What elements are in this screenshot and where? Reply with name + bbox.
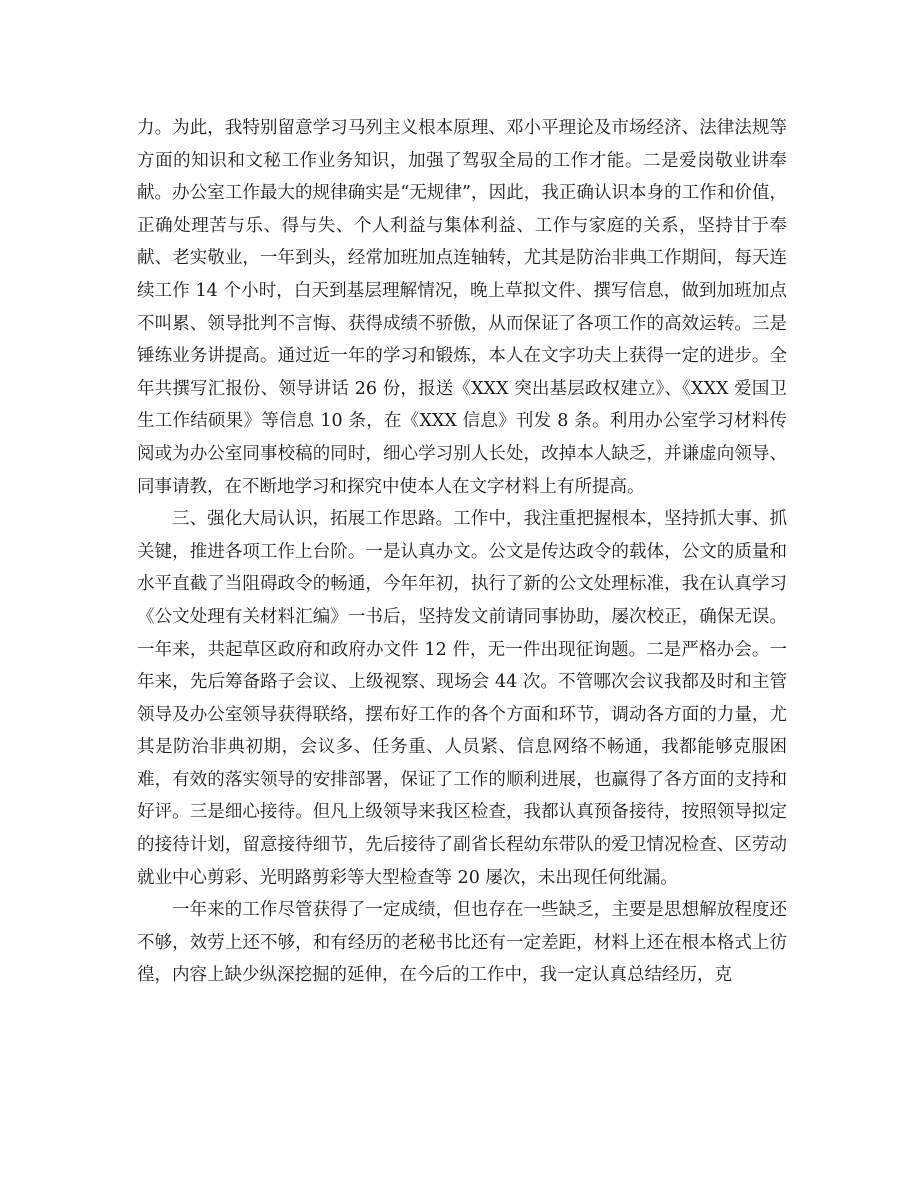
paragraph-summary: 一年来的工作尽管获得了一定成绩，但也存在一些缺乏，主要是思想解放程度还不够，效劳上还不够，和有经历的老秘书比还有一定差距，材料上还在根本格式上彷徨，内容上缺少纵深挖掘的延伸，在今后的工作中，我一定认真总结经历，克 (137, 900, 787, 986)
paragraph-continuation: 力。为此，我特别留意学习马列主义根本原理、邓小平理论及市场经济、法律法规等方面的知识和文秘工作业务知识，加强了驾驭全局的工作才能。二是爱岗敬业讲奉献。办公室工作最大的规律确实是“无规律”，因此，我正确认识本身的工作和价值，正确处理苦与乐、得与失、个人利益与集体利益、工作与家庭的关系，坚持甘于奉献、老实敬业，一年到头，经常加班加点连轴转，尤其是防治非典工作期间，每天连续工作 14 个小时，白天到基层理解情况，晚上草拟文件、撰写信息，做到加班加点不叫累、领导批判不言悔、获得成绩不骄傲，从而保证了各项工作的高效运转。三是锤练业务讲提高。通过近一年的学习和锻炼，本人在文字功夫上获得一定的进步。全年共撰写汇报份、领导讲话 26 份，报送《XXX 突出基层政权建立》、《XXX 爱国卫生工作结硕果》等信息 10 条，在《XXX 信息》刊发 8 条。利用办公室学习材料传阅或为办公室同事校稿的同时，细心学习别人长处，改掉本人缺乏，并谦虚向领导、同事请教，在不断地学习和探究中使本人在文字材料上有所提高。 (137, 118, 787, 497)
document-body (137, 112, 787, 992)
paragraph-section-three: 三、强化大局认识，拓展工作思路。工作中，我注重把握根本，坚持抓大事、抓关键，推进各项工作上台阶。一是认真办文。公文是传达政令的载体，公文的质量和水平直截了当阻碍政令的畅通，今年年初，执行了新的公文处理标准，我在认真学习《公文处理有关材料汇编》一书后，坚持发文前请同事协助，屡次校正，确保无误。一年来，共起草区政府和政府办文件 12 件，无一件出现征询题。二是严格办会。一年来，先后筹备路子会议、上级视察、现场会 44 次。不管哪次会议我都及时和主管领导及办公室领导获得联络，摆布好工作的各个方面和环节，调动各方面的力量，尤其是防治非典初期，会议多、任务重、人员紧、信息网络不畅通，我都能够克服困难，有效的落实领导的安排部署，保证了工作的顺利进展，也赢得了各方面的支持和好评。三是细心接待。但凡上级领导来我区检查，我都认真预备接待，按照领导拟定的接待计划，留意接待细节，先后接待了副省长程幼东带队的爱卫情况检查、区劳动就业中心剪彩、光明路剪彩等大型检查等 20 屡次，未出现任何纰漏。 (137, 509, 787, 888)
